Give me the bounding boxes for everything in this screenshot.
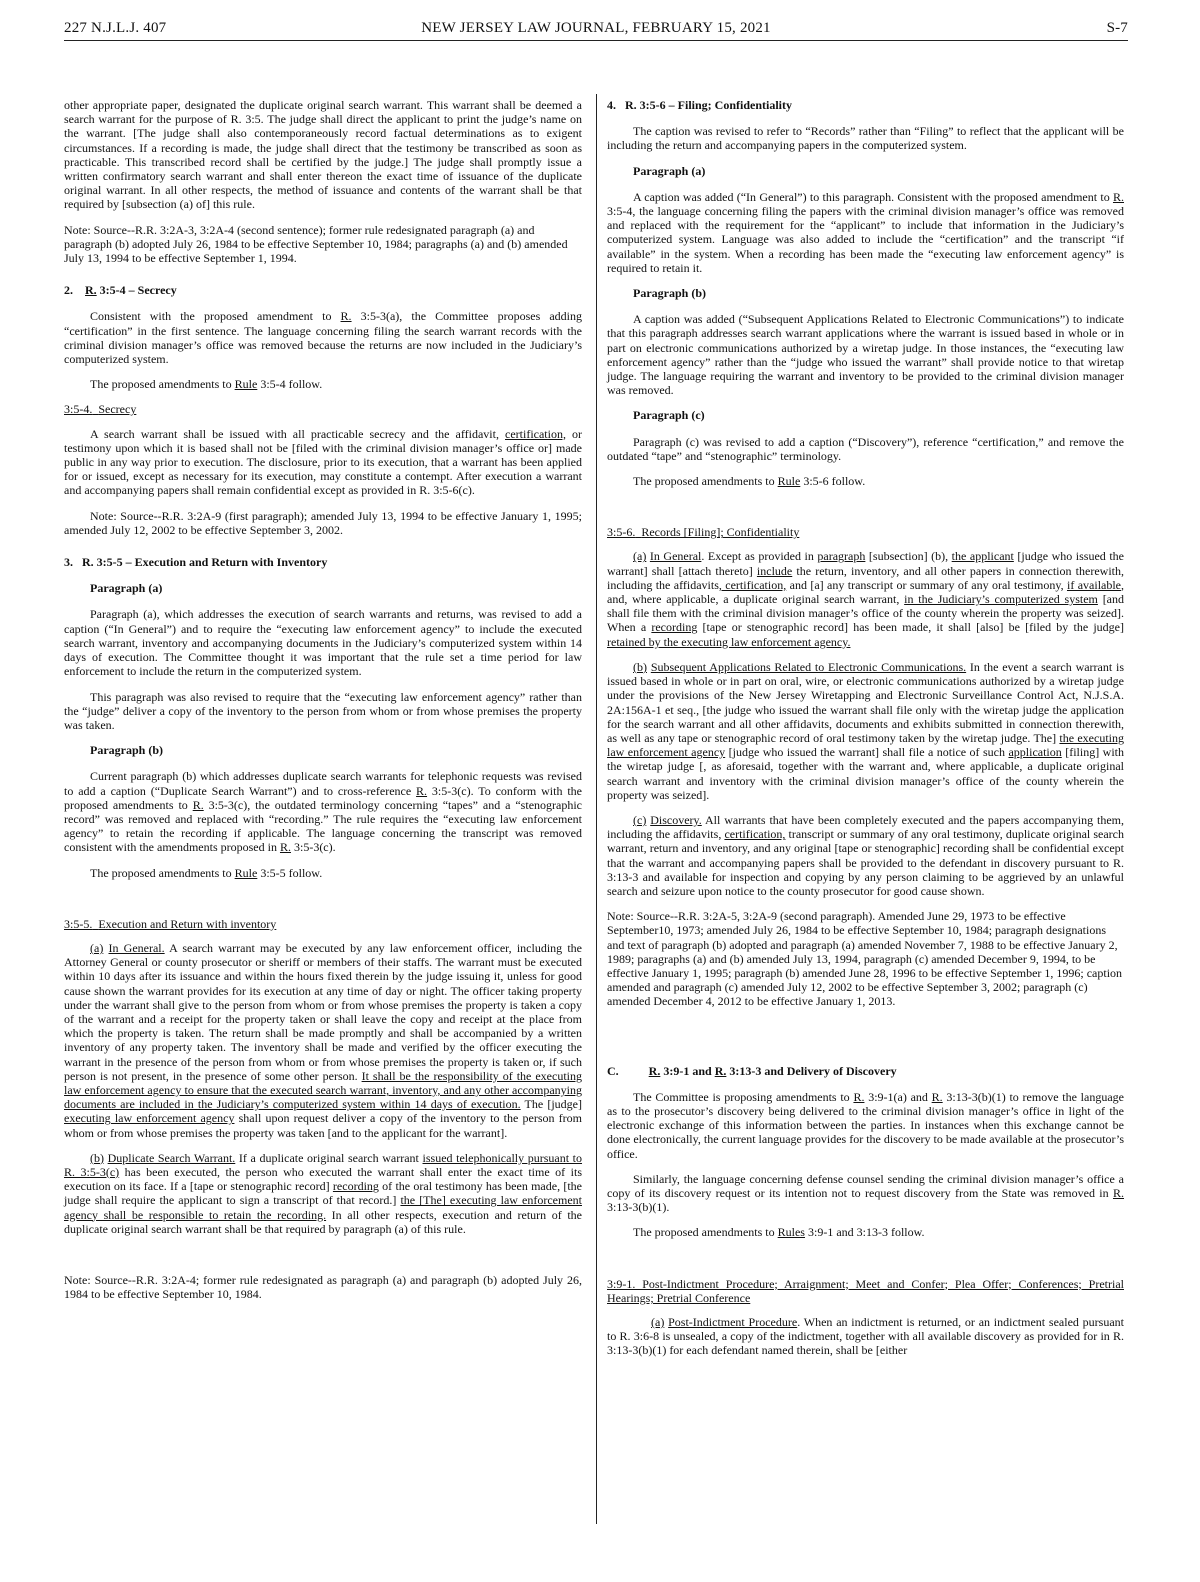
source-note: Note: Source--R.R. 3:2A-3, 3:2A-4 (second sentence); former rule redesignated paragraph (a) and paragraph (b) adopted July 26, 1984 to be effective September 10, 1984; paragraphs (a) and (b) amended July 13, 1994 to be effective September 1, 1994. (64, 222, 568, 266)
commentary-paragraph: This paragraph was also revised to require that the “executing law enforcement agency” rather than the “judge” deliver a copy of the inventory to the person from whom or from whose premises the property was taken. (64, 689, 582, 732)
commentary-paragraph: The proposed amendments to Rule 3:5-6 follow. (633, 474, 866, 489)
source-note: Note: Source--R.R. 3:2A-4; former rule redesignated as paragraph (a) and paragraph (b) adopted July 26, 1984 to be effective September 10, 1984. (64, 1273, 582, 1302)
rule-text-paragraph: A search warrant shall be issued with all practicable secrecy and the affidavit, certification, or testimony upon which it is based shall not be [filed with the criminal division manager’s office or] made public in any way prior to execution. The disclosure, prior to its execution, that a warrant has been applied for or issued, except as necessary for its execution, may constitute a contempt. After execution a warrant and accompanying papers shall remain confidential except as provided in R. 3:5-6(c). (64, 426, 582, 498)
commentary-paragraph: The proposed amendments to Rule 3:5-4 follow. (90, 377, 323, 392)
left-column (64, 98, 582, 1312)
rule-title-3-5-4: 3:5-4. Secrecy (64, 402, 137, 417)
commentary-paragraph: Consistent with the proposed amendment to R. 3:5-3(a), the Committee proposes adding “certification” in the first sentence. The language concerning filing the search warrant records with the criminal division manager’s office was removed because the returns are now included in the Judiciary’s computerized system. (64, 309, 582, 367)
source-note: Note: Source--R.R. 3:2A-5, 3:2A-9 (second paragraph). Amended June 29, 1973 to be effective September10, 1973; amended July 26, 1984 to be effective September 10, 1984; paragraph designations and text of paragraph (b) adopted and paragraph (a) amended November 7, 1988 to be effective January 2, 1989; paragraphs (a) and (b) amended July 13, 1994, paragraph (c) amended December 9, 1994, to be effective January 1, 1995; paragraph (b) amended June 28, 1996 to be effective September 1, 1996; caption amended and paragraph (c) amended July 12, 2002 to be effective September 3, 2002; paragraph (c) amended December 4, 2012 to be effective January 1, 2013. (607, 909, 1123, 1009)
paragraph-subheading: Paragraph (a) (633, 163, 706, 178)
right-column (607, 98, 1124, 1369)
commentary-paragraph: The Committee is proposing amendments to R. 3:9-1(a) and R. 3:13-3(b)(1) to remove the language as to the prosecutor’s discovery being delivered to the criminal division manager’s office in light of the electronic exchange of this information between the parties. In instances when this exchange cannot be done electronically, the current language provides for the discovery to be made available at the prosecutor’s office. (607, 1089, 1124, 1161)
rule-text-paragraph: (c) Discovery. All warrants that have been completely executed and the papers accompanying them, including the affidavits, certification, transcript or summary of any oral testimony, duplicate original search warrant, return and inventory, and any original [tape or stenographic] recording shall be confidential except that the warrant and accompanying papers shall be provided to the defendant in discovery pursuant to R. 3:13-3 and available for inspection and copying by any person claiming to be aggrieved by an unlawful search and seizure upon notice to the county prosecutor for good cause shown. (607, 812, 1125, 898)
header-title: NEW JERSEY LAW JOURNAL, FEBRUARY 15, 2021 (421, 20, 771, 36)
paragraph-subheading: Paragraph (a) (90, 581, 163, 596)
section-heading-2: 2. R. 3:5-4 – Secrecy (64, 283, 177, 298)
paragraph-subheading: Paragraph (b) (633, 286, 706, 301)
rule-text-paragraph: (b) Duplicate Search Warrant. If a duplicate original search warrant issued telephonically pursuant to R. 3:5-3(c) has been executed, the person who executed the warrant shall enter the exact time of its execution on its face. If a [tape or stenographic record] recording of the oral testimony has been made, [the judge shall require the applicant to sign a transcript of that record.] the [The] executing law enforcement agency shall be responsible to retain the recording. In all other respects, execution and return of the duplicate original search warrant shall be that required by paragraph (a) of this rule. (64, 1150, 583, 1236)
commentary-paragraph: A caption was added (“In General”) to this paragraph. Consistent with the proposed amendment to R. 3:5-4, the language concerning filing the papers with the criminal division manager’s office was removed and replaced with the requirement for the “applicant” to include that information in the Judiciary’s computerized system. Language was also added to include the “certification” and the transcript “if available” in the system. When a recording has been made the “executing law enforcement agency” is required to retain it. (607, 189, 1124, 275)
header-rule (64, 40, 1128, 41)
commentary-paragraph: The caption was revised to refer to “Records” rather than “Filing” to reflect that the applicant will be including the return and accompanying papers in the computerized system. (607, 124, 1124, 153)
commentary-paragraph: Similarly, the language concerning defense counsel sending the criminal division manager’s office a copy of its discovery request or its intention not to request discovery from the State was removed in R. 3:13-3(b)(1). (607, 1171, 1124, 1215)
section-heading-3: 3. R. 3:5-5 – Execution and Return with Inventory (64, 555, 328, 570)
rule-title-3-5-5: 3:5-5. Execution and Return with inventory (64, 916, 277, 931)
commentary-paragraph: A caption was added (“Subsequent Applications Related to Electronic Communications”) to indicate that this paragraph addresses search warrant applications where the warrant is issued based in whole or in part on electronic communications authorized by a wiretap judge. In those instances, the “executing law enforcement agency” rather than the “judge who issued the warrant” shall provide notice to that wiretap judge. The language requiring the warrant and inventory to be provided to the criminal division manager was removed. (607, 312, 1124, 398)
rule-text-paragraph: (a) Post-Indictment Procedure. When an indictment is returned, or an indictment sealed pursuant to R. 3:6-8 is unsealed, a copy of the indictment, together with all available discovery as provided for in R. 3:13-3(b)(1) for each defendant named therein, shall be [either (607, 1315, 1124, 1358)
paragraph-subheading: Paragraph (c) (633, 408, 705, 423)
paragraph-subheading: Paragraph (b) (90, 743, 163, 758)
header-page-number: S-7 (1106, 20, 1128, 36)
commentary-paragraph: Paragraph (a), which addresses the execution of search warrants and returns, was revised to add a caption (“In General”) and to require the “executing law enforcement agency” to include the executed search warrant, inventory and accompanying documents in the Judiciary’s computerized system within 14 days of execution. The Committee thought it was important that the rule set a time period for law enforcement to include the return in the computerized system. (64, 607, 582, 679)
source-note: Note: Source--R.R. 3:2A-9 (first paragraph); amended July 13, 1994 to be effective January 1, 1995; amended July 12, 2002 to be effective September 3, 2002. (64, 508, 582, 537)
section-heading-C: C. R. 3:9-1 and R. 3:13-3 and Delivery of Discovery (607, 1063, 897, 1078)
rule-text-continuation: other appropriate paper, designated the duplicate original search warrant. This warrant shall be deemed a search warrant for the purpose of R. 3:5. The judge shall direct the applicant to print the judge’s name on the warrant. [The judge shall also contemporaneously record factual determinations as to exigent circumstances. If a recording is made, the judge shall direct that the testimony be transcribed as soon as practicable. This transcribed record shall be certified by the judge.] The judge shall promptly issue a written confirmatory search warrant and shall enter thereon the exact time of issuance of the duplicate original warrant. In all other respects, the method of issuance and contents of the warrant shall be that required by [subsection (a) of] this rule. (64, 98, 582, 212)
rule-title-3-9-1: 3:9-1. Post-Indictment Procedure; Arraignment; Meet and Confer; Plea Offer; Conferences; Pretrial Hearings; Pretrial Conference (607, 1276, 1124, 1305)
rule-text-paragraph: (b) Subsequent Applications Related to Electronic Communications. In the event a search warrant is issued based in whole or in part on oral, wire, or electronic communications authorized by a wiretap judge under the provisions of the New Jersey Wiretapping and Electronic Surveillance Control Act, N.J.S.A. 2A:156A-1 et seq., [the judge who issued the warrant shall file only with the wiretap judge the application for the search warrant and all other affidavits, documents and exhibits submitted in connection therewith, as well as any tape or stenographic record of oral testimony taken by the wiretap judge. The] the executing law enforcement agency [judge who issued the warrant] shall file a notice of such application [filing] with the wiretap judge [, as aforesaid, together with the warrant and, where applicable, a duplicate original search warrant and inventory with the criminal division manager’s office of the county wherein the property was seized]. (607, 659, 1125, 802)
header-citation: 227 N.J.L.J. 407 (64, 20, 167, 36)
commentary-paragraph: The proposed amendments to Rules 3:9-1 and 3:13-3 follow. (633, 1225, 925, 1240)
section-heading-4: 4. R. 3:5-6 – Filing; Confidentiality (607, 98, 792, 112)
rule-text-paragraph: (a) In General. Except as provided in paragraph [subsection] (b), the applicant [judge who issued the warrant] shall [attach thereto] include the return, inventory, and all other papers in connection therewith, including the affidavits, certification, and [a] any transcript or summary of any oral testimony, if available, and, where applicable, a duplicate original search warrant, in the Judiciary’s computerized system [and shall file them with the criminal division manager’s office of the county wherein the property was seized]. When a recording [tape or stenographic record] has been made, it shall [also] be [filed by the judge] retained by the executing law enforcement agency. (607, 549, 1125, 649)
rule-title-3-5-6: 3:5-6. Records [Filing]; Confidentiality (607, 525, 800, 540)
commentary-paragraph: Paragraph (c) was revised to add a caption (“Discovery”), reference “certification,” and remove the outdated “tape” and “stenographic” terminology. (607, 434, 1124, 463)
column-divider (596, 94, 597, 1524)
commentary-paragraph: The proposed amendments to Rule 3:5-5 follow. (90, 865, 323, 880)
commentary-paragraph: Current paragraph (b) which addresses duplicate search warrants for telephonic requests was revised to add a caption (“Duplicate Search Warrant”) and to cross-reference R. 3:5-3(c). To conform with the proposed amendments to R. 3:5-3(c), the outdated terminology concerning “tapes” and a “stenographic record” was removed and replaced with “recording.” The rule requires the “executing law enforcement agency” to retain the recording if applicable. The language concerning the transcript was removed consistent with the amendments proposed in R. 3:5-3(c). (64, 769, 582, 855)
rule-text-paragraph: (a) In General. A search warrant may be executed by any law enforcement officer, including the Attorney General or county prosecutor or sheriff or members of their staffs. The warrant must be executed within 10 days after its issuance and within the hours fixed therein by the judge issuing it, unless for good cause shown the warrant provides for its execution at any time of day or night. The officer taking property under the warrant shall give to the person from whom or from whose premises the property is taken a copy of the warrant and a receipt for the property taken or shall leave the copy and receipt at the place from which the property is taken. The return shall be made promptly and shall be accompanied by a written inventory of any property taken. The inventory shall be made and verified by the officer executing the warrant in the presence of the person from whom or from whose premises the property is taken or, if such person is not present, in the presence of some other person. It shall be the responsibility of the executing law enforcement agency to ensure that the executed search warrant, inventory, and any other accompanying documents are included in the Judiciary’s computerized system within 14 days of execution. The [judge] executing law enforcement agency shall upon request deliver a copy of the inventory to the person from whom or from whose premises the property was taken [and to the applicant for the warrant]. (64, 940, 583, 1140)
